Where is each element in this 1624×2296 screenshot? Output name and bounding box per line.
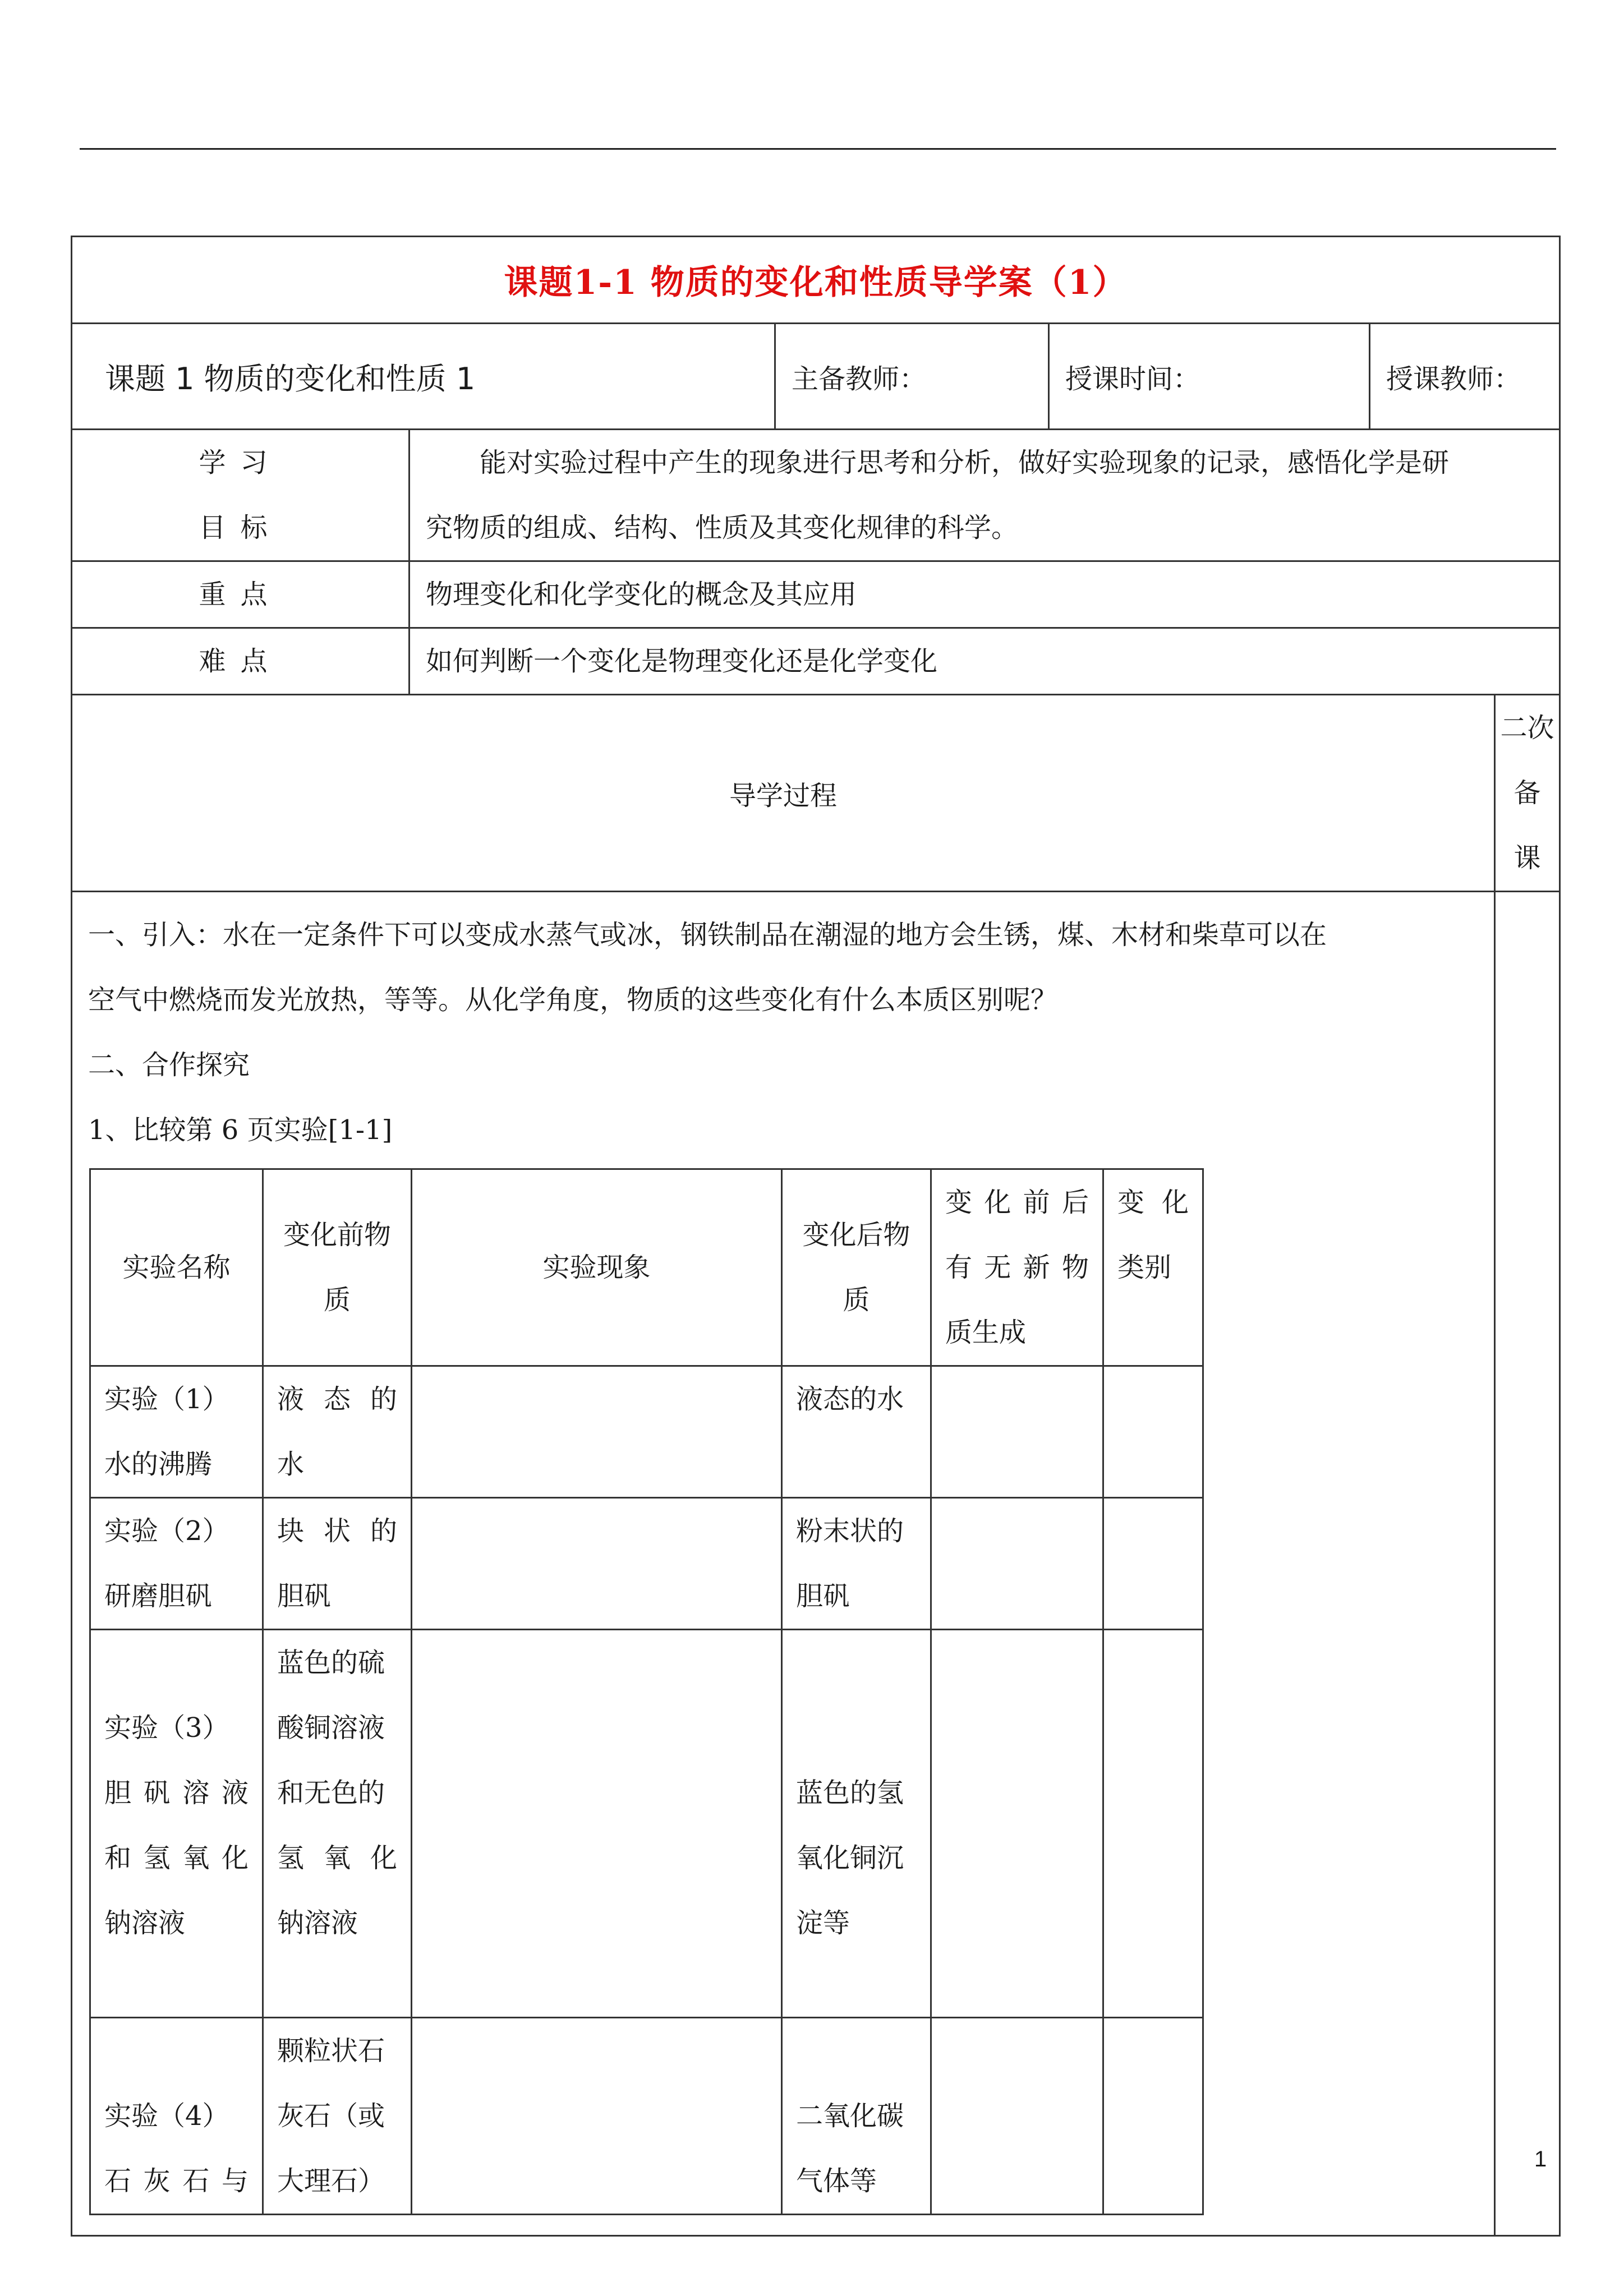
row-1-name: 实验（1） 水的沸腾	[90, 1366, 263, 1498]
objectives-text: 能对实验过程中产生的现象进行思考和分析，做好实验现象的记录，感悟化学是研 究物质的组成、结构、性质及其变化规律的科学。	[410, 430, 1560, 561]
secondary-prep-header: 二次备 课	[1495, 695, 1560, 892]
guide-process-body	[72, 892, 1495, 2236]
row-1-new-substance[interactable]	[931, 1366, 1103, 1498]
row-3-change-type[interactable]	[1103, 1630, 1203, 2018]
header-after: 变化后物 质	[782, 1169, 931, 1366]
row-1-phenomenon[interactable]	[412, 1366, 782, 1498]
class-time-field: 授课时间：	[1049, 324, 1370, 430]
page-title: 课题1-1 物质的变化和性质导学案（1）	[72, 237, 1560, 324]
row-4-change-type[interactable]	[1103, 2018, 1203, 2215]
row-3-phenomenon[interactable]	[412, 1630, 782, 2018]
row-2-after: 粉末状的 胆矾	[782, 1498, 931, 1630]
row-3-new-substance[interactable]	[931, 1630, 1103, 2018]
header-rule	[80, 148, 1556, 150]
teacher-field: 授课教师：	[1370, 324, 1560, 430]
table-row	[90, 2018, 1203, 2215]
intro-line-2: 空气中燃烧而发光放热，等等。从化学角度，物质的这些变化有什么本质区别呢？	[88, 984, 1058, 1016]
guide-process-header: 导学过程	[72, 695, 1495, 892]
row-1-after: 液态的水	[782, 1366, 931, 1498]
experiment-table-header	[90, 1169, 1203, 1366]
row-4-phenomenon[interactable]	[412, 2018, 782, 2215]
header-experiment-name: 实验名称	[90, 1169, 263, 1366]
lead-teacher-field: 主备教师：	[775, 324, 1049, 430]
row-2-before: 块状的 胆矾	[263, 1498, 412, 1630]
worksheet	[71, 236, 1559, 2237]
row-3-name: 实验（3） 胆矾溶液 和氢氧化 钠溶液	[90, 1630, 263, 2018]
difficulty-text: 如何判断一个变化是物理变化还是化学变化	[410, 628, 1560, 695]
row-2-name: 实验（2） 研磨胆矾	[90, 1498, 263, 1630]
lesson-name: 课题 1 物质的变化和性质 1	[72, 324, 775, 430]
worksheet-table	[71, 236, 1561, 2237]
table-row	[90, 1498, 1203, 1630]
table-row	[90, 1630, 1203, 2018]
item-heading: 1、比较第 6 页实验[1-1]	[88, 1114, 393, 1146]
row-4-after: 二氧化碳 气体等	[782, 2018, 931, 2215]
intro-line-1: 一、引入：水在一定条件下可以变成水蒸气或冰，钢铁制品在潮湿的地方会生锈，煤、木材和柴草可以在	[88, 919, 1327, 951]
table-row	[90, 1366, 1203, 1498]
row-3-before: 蓝色的硫 酸铜溶液 和无色的 氢氧化 钠溶液	[263, 1630, 412, 2018]
row-4-new-substance[interactable]	[931, 2018, 1103, 2215]
header-phenomenon: 实验现象	[412, 1169, 782, 1366]
key-point-text: 物理变化和化学变化的概念及其应用	[410, 561, 1560, 628]
row-2-phenomenon[interactable]	[412, 1498, 782, 1630]
key-point-label: 重点	[72, 561, 410, 628]
row-3-after: 蓝色的氢 氧化铜沉 淀等	[782, 1630, 931, 2018]
section-heading: 二、合作探究	[88, 1049, 250, 1081]
page-number: 1	[1534, 2147, 1547, 2171]
row-2-new-substance[interactable]	[931, 1498, 1103, 1630]
experiment-table	[89, 1168, 1204, 2215]
header-change-type: 变化 类别	[1103, 1169, 1203, 1366]
row-2-change-type[interactable]	[1103, 1498, 1203, 1630]
difficulty-label: 难点	[72, 628, 410, 695]
secondary-prep-notes[interactable]	[1495, 892, 1560, 2236]
row-1-change-type[interactable]	[1103, 1366, 1203, 1498]
row-4-name: 实验（4） 石灰石与	[90, 2018, 263, 2215]
objectives-label: 学习 目标	[72, 430, 410, 561]
row-1-before: 液态的 水	[263, 1366, 412, 1498]
row-4-before: 颗粒状石 灰石（或 大理石）	[263, 2018, 412, 2215]
header-new-substance: 变化前后 有无新物 质生成	[931, 1169, 1103, 1366]
header-before: 变化前物 质	[263, 1169, 412, 1366]
